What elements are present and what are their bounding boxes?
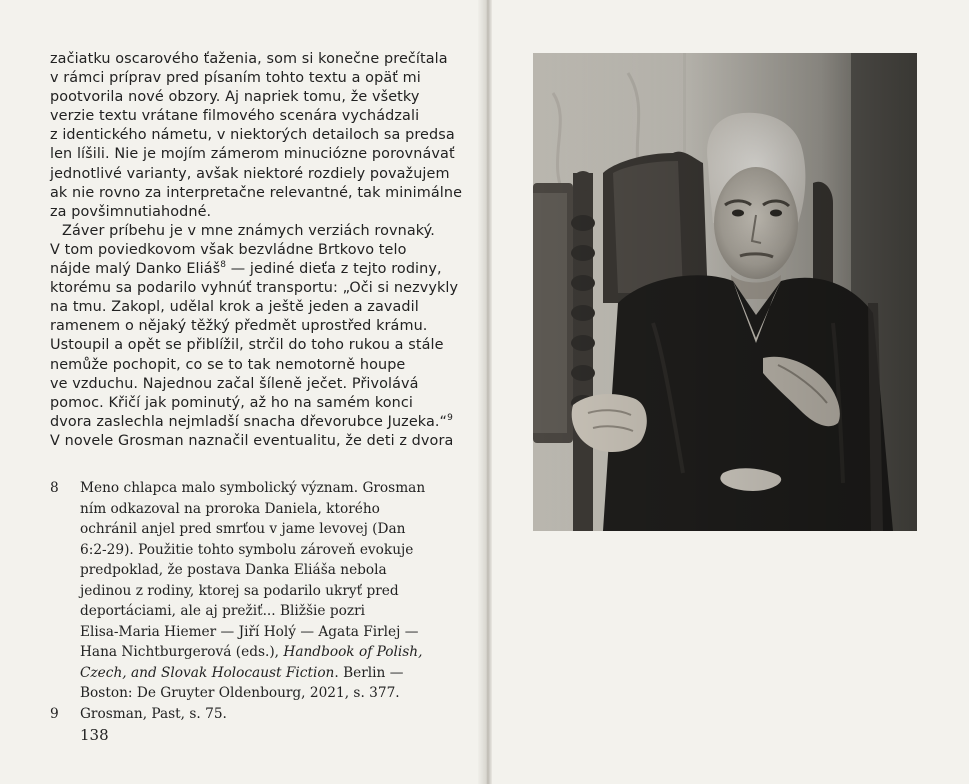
left-page (0, 0, 484, 784)
body-line: V novele Grosman naznačil eventualitu, že deti z dvora (50, 432, 454, 449)
footnote-body (80, 704, 460, 725)
footnote-ref-8[interactable]: 8 (220, 260, 227, 271)
citation-editors: Hana Nichtburgerová (eds.), (80, 644, 284, 660)
footnote-line: Elisa-Maria Hiemer — Jiří Holý — Agata Firlej — (80, 623, 419, 640)
footnote-line (80, 663, 460, 684)
footnote-line: Boston: De Gruyter Oldenbourg, 2021, s. 377. (80, 685, 400, 701)
body-line: len líšili. Nie je mojím zámerom minuciózne porovnávať (50, 146, 455, 163)
page-number: 138 (80, 726, 109, 744)
footnote-body (80, 478, 460, 704)
body-line: Záver príbehu je v mne známych verziách rovnaký. (62, 222, 435, 239)
footnote-line: 6:2-29). Použitie tohto symbolu zároveň evokuje (80, 541, 414, 558)
footnote-line: jedinou z rodiny, ktorej sa podarilo ukryť pred (80, 582, 399, 599)
footnote-line: ochránil anjel pred smrťou v jame levovej (Dan (80, 521, 406, 537)
footnote-number: 8 (50, 480, 59, 496)
body-line: z identického námetu, v niektorých detailoch sa predsa (50, 127, 455, 144)
portrait-photo (533, 53, 917, 531)
portrait-photo-icon (533, 53, 917, 531)
body-line: začiatku oscarového ťaženia, som si konečne prečítala (50, 51, 448, 67)
footnote-line: Grosman, Past, s. 75. (80, 705, 227, 722)
body-line: ak nie rovno za interpretačne relevantné, tak minimálne (50, 184, 463, 201)
citation-place: . Berlin — (334, 664, 404, 681)
footnote-line: ním odkazoval na proroka Daniela, ktorého (80, 500, 380, 517)
body-line-with-footnote-9 (50, 413, 460, 432)
body-line: verzie textu vrátane filmového scenára vychádzali (50, 108, 420, 125)
footnote-line: deportáciami, ale aj prežiť... Bližšie pozri (80, 603, 365, 619)
body-line-rest: — jediné dieťa z tejto rodiny, (226, 261, 442, 278)
body-line: pootvorila nové obzory. Aj napriek tomu, že všetky (50, 89, 420, 106)
book-title-part-1: Handbook of Polish, (283, 644, 423, 660)
footnote-line: Meno chlapca malo symbolický význam. Grosman (80, 480, 426, 496)
body-line: pomoc. Křičí jak pominutý, až ho na samém konci (50, 394, 413, 411)
body-line-with-footnote-8 (50, 260, 460, 279)
footnote-line: predpoklad, že postava Danka Eliáša nebola (80, 562, 387, 578)
body-line: ktorému sa podarilo vyhnúť transportu: „Oči si nezvykly (50, 280, 459, 297)
body-line: ramenem o nějaký těžký předmět uprostřed krámu. (50, 318, 428, 335)
body-line: za povšimnutiahodné. (50, 203, 212, 220)
body-line: ve vzduchu. Najednou začal šíleně ječet. Přivolává (50, 375, 419, 392)
footnote-number: 9 (50, 705, 59, 722)
body-line-start: dvora zaslechla nejmladší snacha dřevorubce Juzeka.“ (50, 413, 448, 430)
body-line: v rámci príprav pred písaním tohto textu a opäť mi (50, 70, 421, 87)
body-text (50, 50, 463, 451)
footnote-8 (50, 478, 460, 704)
footnotes (50, 478, 460, 724)
body-line: nemůže pochopit, co se to tak nemotorně houpe (50, 356, 406, 373)
footnote-line (80, 642, 460, 663)
body-line: V tom poviedkovom však bezvládne Brtkovo telo (50, 241, 407, 258)
footnote-ref-9[interactable]: 9 (447, 412, 453, 423)
footnote-9 (50, 704, 460, 725)
body-line: jednotlivé varianty, avšak niektoré rozdiely považujem (50, 165, 450, 182)
body-line: na tmu. Zakopl, udělal krok a ještě jeden a zavadil (50, 299, 419, 316)
body-line: Ustoupil a opět se přiblížil, strčil do toho rukou a stále (50, 337, 444, 354)
book-title-part-2: Czech, and Slovak Holocaust Fiction (80, 664, 335, 681)
body-line-start: nájde malý Danko Eliáš (50, 261, 221, 278)
